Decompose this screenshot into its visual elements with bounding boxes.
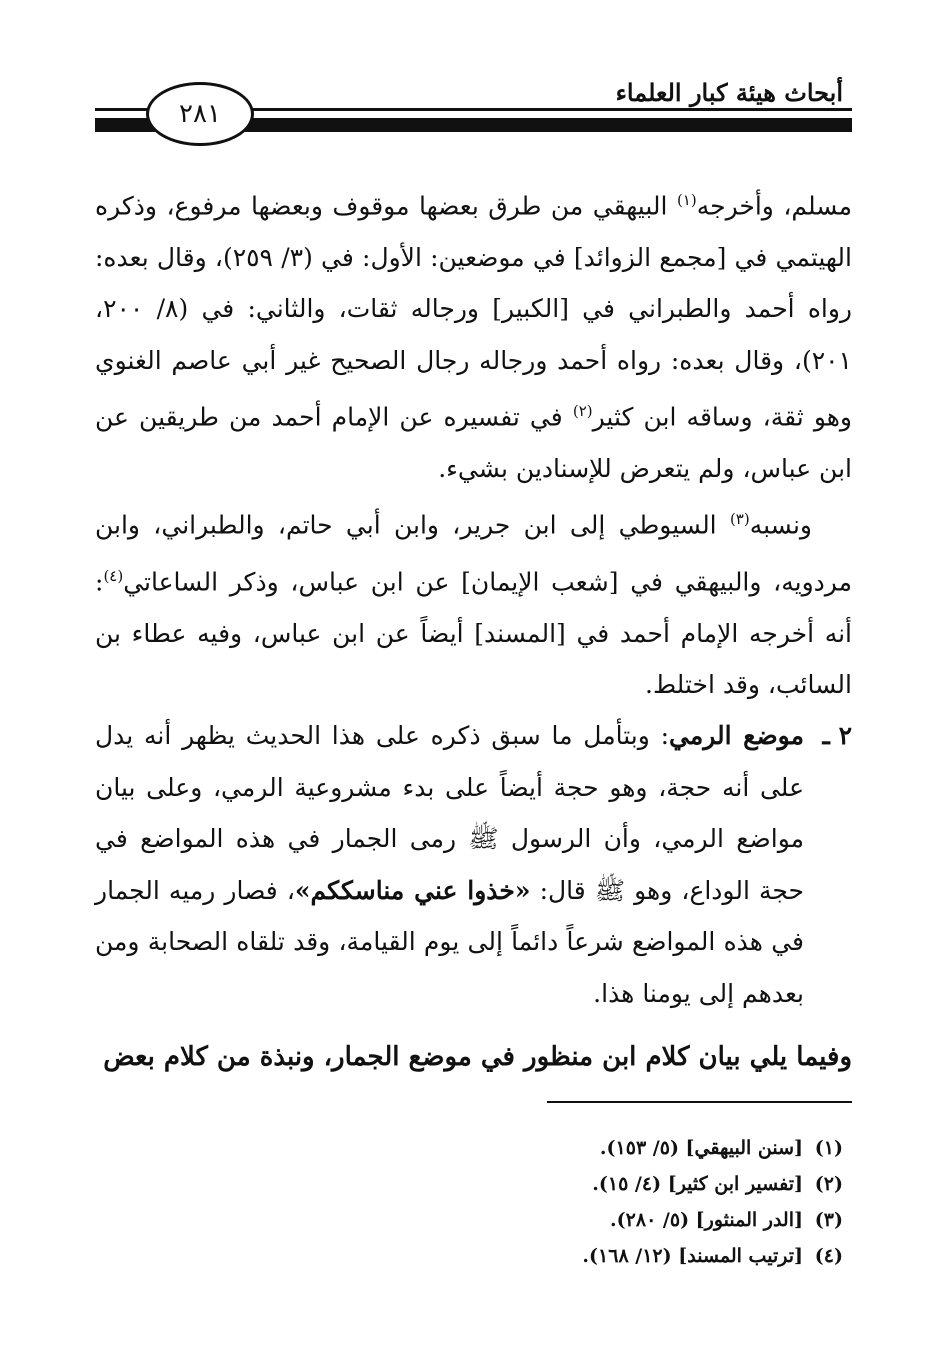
footnote-number: (٣) [814, 1209, 843, 1231]
footnote-separator [547, 1101, 852, 1103]
footnote-ref-3: (٣) [729, 510, 750, 528]
paragraph-3-part-b: ، فصار رميه الجمار في هذه المواضع شرعاً دائماً إلى يوم القيامة، وقد تلقاه الصحابة ومن بعدهم إلى يومنا هذا. [95, 875, 804, 1008]
paragraph-1 [95, 175, 852, 495]
paragraph-2-part-b: السيوطي إلى ابن جرير، وابن أبي حاتم، والطبراني، وابن مردويه، والبيهقي في [شعب الإيمان] عن ابن عباس، وذكر الساعاتي [95, 510, 852, 597]
page-number: ٢٨١ [146, 82, 254, 146]
footnote-text: [سنن البيهقي] (٥/ ١٥٣). [599, 1137, 803, 1159]
paragraph-1-part-a: مسلم، وأخرجه [696, 191, 853, 221]
footnote-ref-2: (٢) [572, 402, 593, 421]
footnote-ref-4: (٤) [103, 566, 124, 585]
paragraph-2 [95, 494, 852, 711]
footnote-number: (٤) [814, 1245, 843, 1267]
paragraph-2-part-c: : أنه أخرجه الإمام أحمد في [المسند] أيضاً عن ابن عباس، وفيه عطاء بن السائب، وقد اختلط. [95, 567, 852, 700]
paragraph-4: وفيما يلي بيان كلام ابن منظور في موضع الجمار، ونبذة من كلام بعض [103, 1042, 852, 1072]
paragraph-1-part-c: في تفسيره عن الإمام أحمد من طريقين عن ابن عباس، ولم يتعرض للإسنادين بشيء. [95, 402, 852, 484]
section-heading: موضع الرمي [669, 721, 804, 750]
footnote-4 [86, 1238, 843, 1274]
running-header: أبحاث هيئة كبار العلماء [615, 78, 843, 107]
paragraph-3 [95, 710, 852, 1019]
footnote-number: (٢) [814, 1173, 843, 1195]
footnote-3 [86, 1202, 843, 1238]
footnote-1 [86, 1130, 843, 1166]
paragraph-2-part-a: ونسبه [749, 510, 812, 540]
footnote-text: [ترتيب المسند] (١٢/ ١٦٨). [582, 1245, 803, 1267]
footnote-number: (١) [814, 1137, 843, 1159]
item-number: ٢ ـ [822, 721, 852, 750]
footnotes [86, 1130, 843, 1274]
paragraph-3-part-a: : وبتأمل ما سبق ذكره على هذا الحديث يظهر أنه يدل على أنه حجة، وهو حجة أيضاً على بدء مشروعية الرمي، وعلى بيان مواضع الرمي، وأن الرسول ﷺ رمى الجمار في هذه المواضع في حجة الوداع، وهو ﷺ قال: [95, 721, 804, 905]
hadith-quote: «خذوا عني مناسككم» [294, 875, 531, 905]
footnote-text: [تفسير ابن كثير] (٤/ ١٥). [592, 1173, 803, 1195]
paragraph-1-part-b: البيهقي من طرق بعضها موقوف وبعضها مرفوع، وذكره الهيتمي في [مجمع الزوائد] في موضعين: الأول: في (٣/ ٢٥٩)، وقال بعده: رواه أحمد والطبراني في [الكبير] ورجاله ثقات، والثاني: في (٨/ ٢٠٠، ٢٠١)، وقال بعده: رواه أحمد ورجاله رجال الصحيح غير أبي عاصم الغنوي وهو ثقة، وساقه ابن كثير [95, 191, 853, 432]
footnote-ref-1: (١) [676, 191, 697, 209]
footnote-text: [الدر المنثور] (٥/ ٢٨٠). [610, 1209, 803, 1231]
footnote-2 [86, 1166, 843, 1202]
